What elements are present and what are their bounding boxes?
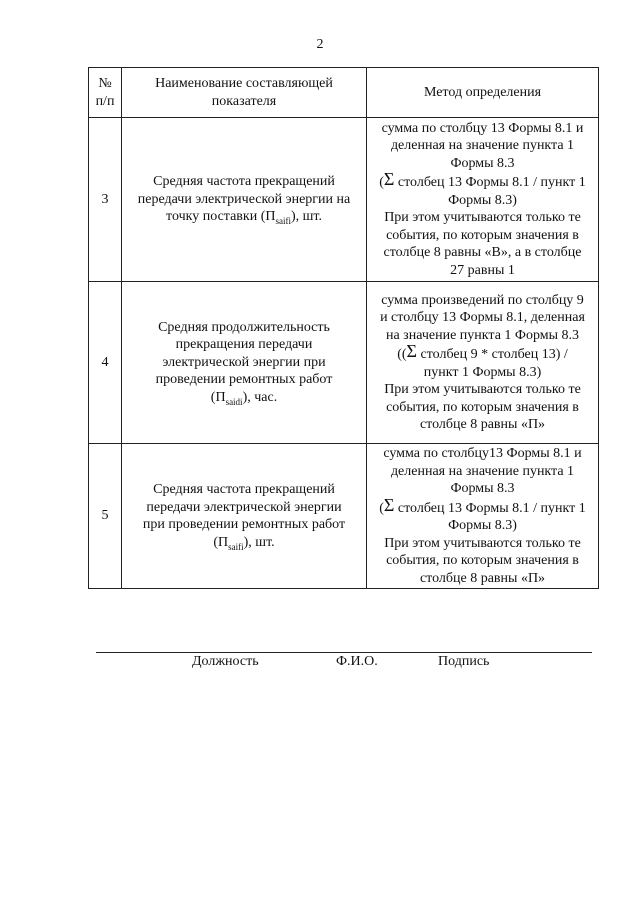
formula-line: Формы 8.3) — [448, 192, 517, 208]
method-cell — [367, 118, 599, 282]
header-method: Метод определения — [367, 68, 599, 118]
table-row — [89, 444, 599, 589]
page-number: 2 — [316, 37, 324, 52]
method-line: сумма по столбцу13 Формы 8.1 и — [383, 446, 582, 461]
indicator-name-line: Средняя продолжительность — [158, 319, 330, 335]
method-line: деленная на значение пункта 1 — [390, 138, 575, 154]
method-line: сумма по столбцу 13 Формы 8.1 и — [381, 120, 584, 136]
header-num-line: № — [98, 76, 112, 91]
method-line: события, по которым значения в — [386, 399, 579, 415]
table-row — [89, 282, 599, 444]
method-line: столбце 8 равны «П» — [419, 417, 546, 432]
sigma-icon: Σ — [383, 169, 395, 190]
method-line: на значение пункта 1 Формы 8.3 — [385, 327, 580, 343]
indicator-name-line: (П — [213, 534, 229, 550]
position-label: Должность — [192, 654, 259, 669]
signature-label: Подпись — [438, 654, 490, 669]
method-cell — [367, 444, 599, 589]
method-line: Формы 8.3 — [450, 481, 515, 496]
indicator-subscript: saidi — [225, 396, 243, 407]
row-number: 4 — [89, 282, 122, 444]
method-line: 27 равны 1 — [450, 262, 515, 278]
indicator-name-line: ), час. — [242, 389, 278, 405]
header-num — [89, 68, 122, 118]
row-number: 3 — [89, 118, 122, 282]
indicator-name — [122, 444, 367, 589]
formula-line: столбец 9 * столбец 13) / — [417, 347, 568, 362]
sigma-icon: Σ — [383, 494, 395, 515]
method-line: При этом учитываются только те — [384, 210, 581, 226]
method-line: столбце 8 равны «В», а в столбце — [383, 245, 582, 261]
sigma-icon: Σ — [406, 341, 418, 361]
signature-line — [96, 652, 592, 653]
indicator-subscript: saifi — [228, 541, 244, 552]
formula-paren: ( — [379, 175, 384, 191]
indicator-subscript: saifi — [275, 216, 291, 227]
method-line: При этом учитываются только те — [384, 382, 581, 397]
indicator-name-line: (П — [210, 389, 226, 405]
formula-paren: (( — [397, 347, 407, 362]
method-line: При этом учитываются только те — [384, 535, 581, 551]
method-line: деленная на значение пункта 1 — [390, 463, 575, 479]
indicator-name-line: проведении ремонтных работ — [155, 372, 333, 388]
header-name-line: Наименование составляющей — [155, 76, 333, 91]
formula-paren: ( — [379, 500, 384, 516]
indicators-table — [88, 67, 599, 589]
method-cell — [367, 282, 599, 444]
indicator-name-line: ), шт. — [243, 534, 275, 550]
indicator-name-line: прекращения передачи — [175, 337, 313, 353]
table-header-row — [89, 68, 599, 118]
table-row — [89, 118, 599, 282]
indicator-name-line: ), шт. — [290, 209, 322, 225]
header-name-line: показателя — [211, 93, 277, 109]
indicator-name-line: передачи электрической энергии — [146, 499, 342, 515]
indicator-name-line: передачи электрической энергии на — [137, 191, 351, 207]
formula-line: Формы 8.3) — [448, 518, 517, 533]
row-number: 5 — [89, 444, 122, 589]
formula-line: столбец 13 Формы 8.1 / пункт 1 — [394, 500, 586, 516]
method-line: события, по которым значения в — [386, 227, 579, 243]
indicator-name-line: при проведении ремонтных работ — [142, 517, 346, 532]
full-name-label: Ф.И.О. — [336, 654, 378, 669]
indicator-name — [122, 282, 367, 444]
indicator-name-line: электрической энергии при — [162, 354, 326, 370]
method-line: сумма произведений по столбцу 9 — [381, 292, 584, 308]
method-line: Формы 8.3 — [450, 155, 515, 171]
header-name — [122, 68, 367, 118]
indicator-name-line: Средняя частота прекращений — [153, 174, 335, 190]
indicator-name — [122, 118, 367, 282]
formula-line: пункт 1 Формы 8.3) — [423, 364, 542, 380]
method-line: столбце 8 равны «П» — [419, 570, 546, 586]
method-line: и столбцу 13 Формы 8.1, деленная — [380, 310, 585, 325]
indicator-name-line: точку поставки (П — [166, 209, 276, 225]
formula-line: столбец 13 Формы 8.1 / пункт 1 — [394, 175, 586, 191]
indicator-name-line: Средняя частота прекращений — [153, 482, 335, 497]
method-line: события, по которым значения в — [386, 553, 579, 568]
header-num-line: п/п — [95, 93, 115, 109]
